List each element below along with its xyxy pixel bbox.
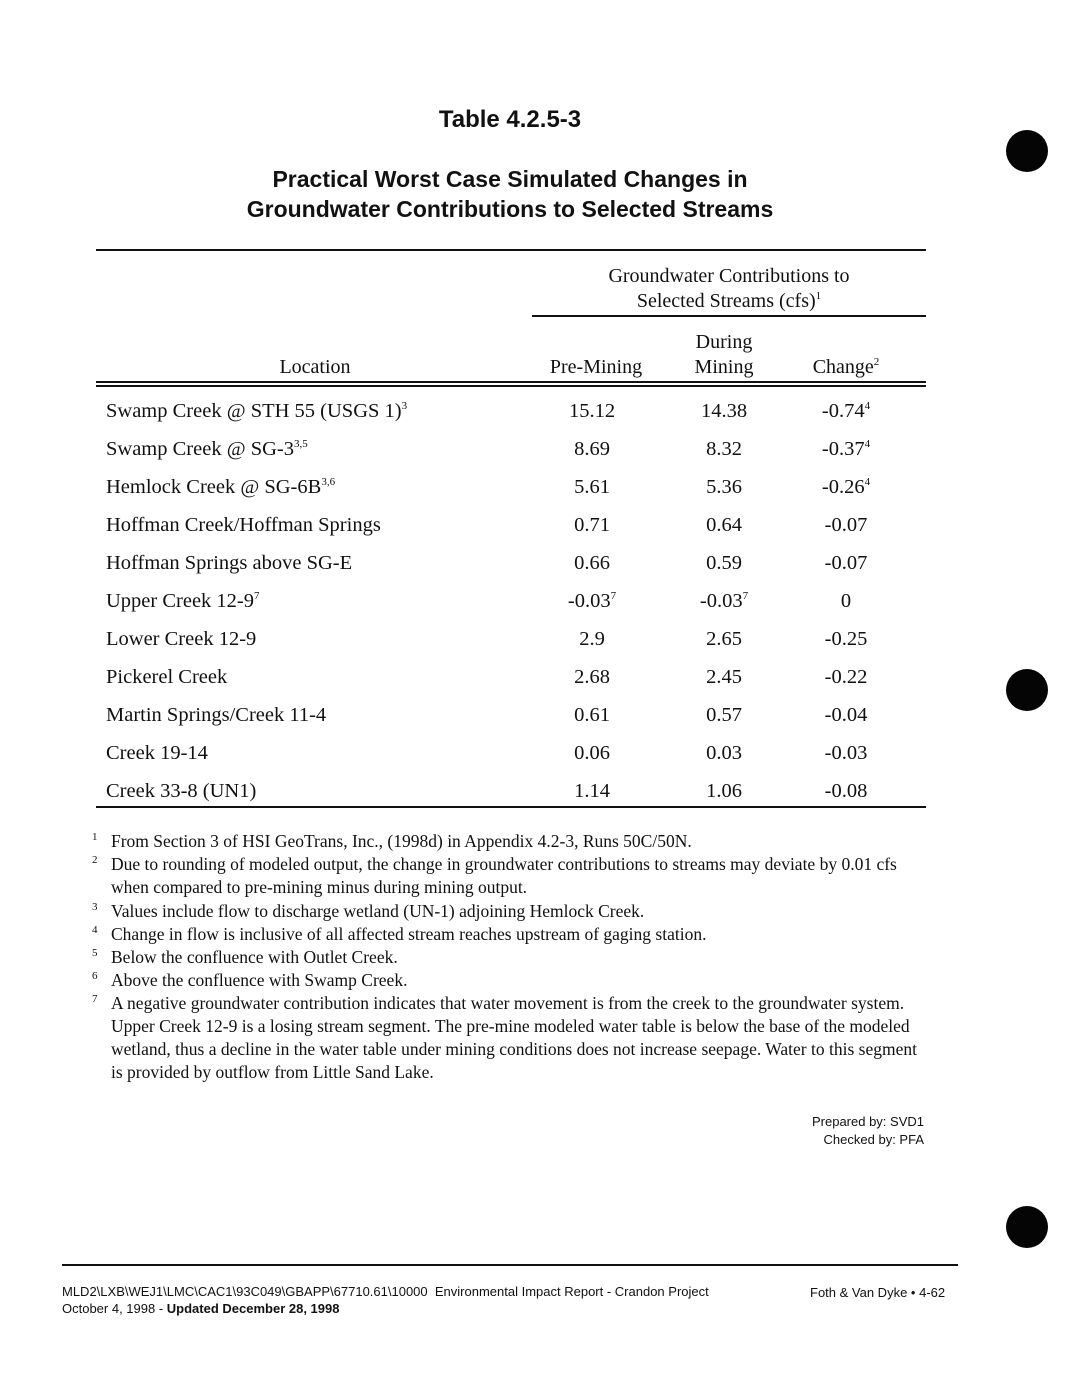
footer-right: Foth & Van Dyke • 4-62	[810, 1285, 946, 1300]
during-mining-cell	[668, 510, 780, 540]
footnote-number: 4	[92, 924, 98, 936]
during-mining-cell-value: 2.65	[706, 628, 742, 650]
table-row	[0, 662, 1068, 692]
col-header-change-text: Change	[812, 356, 874, 378]
pre-mining-cell-value: 0.71	[574, 514, 610, 536]
change-cell	[785, 738, 907, 768]
pre-mining-cell-value: 0.06	[574, 742, 610, 764]
location-cell	[106, 624, 256, 654]
pre-mining-cell-value: 2.9	[579, 628, 605, 650]
change-cell-value: -0.22	[824, 666, 868, 688]
footnote-ref: 3,6	[321, 476, 336, 488]
footnote	[92, 830, 932, 853]
group-header-footnote-ref: 1	[815, 290, 822, 302]
footer-rule	[62, 1264, 958, 1266]
footnote-ref: 3,5	[293, 438, 308, 450]
table-top-rule	[96, 249, 926, 251]
pre-mining-cell	[536, 624, 648, 654]
footnote-number: 7	[92, 993, 98, 1005]
pre-mining-cell-value: 8.69	[574, 438, 610, 460]
change-cell-value: -0.04	[824, 704, 868, 726]
location-cell	[106, 776, 256, 806]
footnote	[92, 923, 932, 946]
change-cell-value: -0.74	[821, 400, 865, 422]
change-cell	[785, 586, 907, 616]
binder-hole-bottom	[1006, 1206, 1048, 1248]
change-cell	[785, 776, 907, 806]
during-mining-cell-value: 14.38	[700, 400, 748, 422]
footnote-ref: 7	[254, 590, 260, 602]
pre-mining-cell-value: 0.61	[574, 704, 610, 726]
location-cell	[106, 434, 308, 464]
pre-mining-cell	[536, 738, 648, 768]
header-double-rule-2	[96, 385, 926, 387]
location-cell	[106, 586, 260, 616]
binder-hole-top	[1006, 130, 1048, 172]
location-cell-value: Hoffman Springs above SG-E	[106, 552, 353, 574]
table-title-line2: Groundwater Contributions to Selected Streams	[246, 196, 774, 222]
pre-mining-cell	[536, 548, 648, 578]
footnote	[92, 900, 932, 923]
footer-path: MLD2\LXB\WEJ1\LMC\CAC1\93C049\GBAPP\67710.61\10000	[62, 1284, 428, 1299]
location-cell	[106, 396, 407, 426]
table-row	[0, 586, 1068, 616]
during-mining-cell	[668, 548, 780, 578]
location-cell-value: Swamp Creek @ SG-3	[106, 438, 294, 460]
col-header-change	[790, 355, 902, 380]
checked-by: Checked by: PFA	[823, 1132, 924, 1147]
during-mining-cell	[668, 738, 780, 768]
during-mining-cell-value: 5.36	[706, 476, 742, 498]
col-header-during-mining	[668, 330, 780, 380]
location-cell	[106, 662, 227, 692]
during-mining-cell-value: 0.59	[706, 552, 742, 574]
pre-mining-cell-value: -0.03	[567, 590, 611, 612]
pre-mining-cell	[536, 662, 648, 692]
change-cell	[785, 700, 907, 730]
footnote-text: From Section 3 of HSI GeoTrans, Inc., (1998d) in Appendix 4.2-3, Runs 50C/50N.	[111, 831, 692, 851]
footnote-number: 3	[92, 901, 98, 913]
footnote-text: Due to rounding of modeled output, the change in groundwater contributions to streams may deviate by 0.01 cfs when compared to pre-mining minus during mining output.	[111, 854, 897, 897]
group-header-text: Selected Streams (cfs)	[636, 290, 816, 312]
change-cell	[785, 434, 907, 464]
change-cell-value: -0.07	[824, 552, 868, 574]
footnote-text: Below the confluence with Outlet Creek.	[111, 947, 398, 967]
footnote-text: Change in flow is inclusive of all affected stream reaches upstream of gaging station.	[111, 924, 707, 944]
pre-mining-cell	[536, 434, 648, 464]
during-mining-cell	[668, 396, 780, 426]
header-double-rule-1	[96, 381, 926, 383]
location-cell	[106, 700, 326, 730]
pre-mining-cell	[536, 700, 648, 730]
change-cell-value: -0.07	[824, 514, 868, 536]
location-cell-value: Hoffman Creek/Hoffman Springs	[106, 514, 381, 536]
footnote	[92, 992, 932, 1084]
footnote-ref: 4	[864, 476, 871, 488]
change-cell-value: -0.26	[821, 476, 865, 498]
group-header-line2	[532, 289, 926, 314]
footer-company: Foth & Van Dyke	[810, 1285, 908, 1300]
during-mining-cell-value: 2.45	[706, 666, 742, 688]
change-cell-value: -0.25	[824, 628, 868, 650]
footnote-text: Values include flow to discharge wetland (UN-1) adjoining Hemlock Creek.	[111, 901, 645, 921]
pre-mining-cell	[536, 510, 648, 540]
during-mining-cell	[668, 624, 780, 654]
group-header	[532, 264, 926, 314]
location-cell-value: Lower Creek 12-9	[106, 628, 257, 650]
table-row	[0, 510, 1068, 540]
change-cell	[785, 624, 907, 654]
table-row	[0, 548, 1068, 578]
prepared-by: Prepared by: SVD1	[811, 1114, 924, 1129]
footnote-ref: 3	[401, 400, 408, 412]
footnote-ref: 7	[610, 590, 617, 602]
footnote-number: 6	[92, 970, 98, 982]
location-cell	[106, 738, 208, 768]
change-cell	[785, 396, 907, 426]
table-row	[0, 624, 1068, 654]
group-header-rule	[532, 315, 926, 317]
footnote	[92, 853, 932, 899]
change-cell	[785, 548, 907, 578]
pre-mining-cell-value: 15.12	[568, 400, 616, 422]
during-mining-cell	[668, 700, 780, 730]
pre-mining-cell	[536, 396, 648, 426]
during-mining-cell-value: 0.03	[706, 742, 742, 764]
during-mining-cell-value: 8.32	[706, 438, 742, 460]
preparer-block	[812, 1113, 924, 1149]
during-mining-cell	[668, 434, 780, 464]
pre-mining-cell-value: 0.66	[574, 552, 610, 574]
during-mining-cell-value: 0.64	[706, 514, 742, 536]
pre-mining-cell	[536, 776, 648, 806]
table-row	[0, 434, 1068, 464]
pre-mining-cell-value: 2.68	[574, 666, 610, 688]
location-cell-value: Swamp Creek @ STH 55 (USGS 1)	[106, 400, 402, 422]
table-bottom-rule	[96, 806, 926, 808]
change-cell	[785, 510, 907, 540]
during-mining-cell	[668, 776, 780, 806]
location-cell-value: Pickerel Creek	[106, 666, 228, 688]
table-title-line1: Practical Worst Case Simulated Changes in	[272, 166, 748, 192]
change-cell-value: 0	[840, 590, 852, 612]
footnote-ref: 4	[864, 438, 871, 450]
during-mining-cell	[668, 472, 780, 502]
pre-mining-cell	[536, 472, 648, 502]
during-mining-cell-value: 0.57	[706, 704, 742, 726]
location-cell-value: Creek 19-14	[106, 742, 208, 764]
footer-updated: Updated December 28, 1998	[166, 1301, 340, 1316]
col-header-pre-mining: Pre-Mining	[549, 356, 643, 378]
pre-mining-cell	[536, 586, 648, 616]
during-mining-cell	[668, 586, 780, 616]
location-cell	[106, 548, 352, 578]
footnote	[92, 969, 932, 992]
location-cell-value: Martin Springs/Creek 11-4	[106, 704, 327, 726]
col-header-change-footnote-ref: 2	[873, 356, 880, 368]
footnote-number: 5	[92, 947, 98, 959]
location-cell-value: Upper Creek 12-9	[106, 590, 255, 612]
pre-mining-cell-value: 1.14	[574, 780, 610, 802]
col-header-location: Location	[279, 356, 351, 378]
footer-line1	[62, 1283, 709, 1300]
table-row	[0, 776, 1068, 806]
footnote-ref: 7	[742, 590, 749, 602]
table-row	[0, 396, 1068, 426]
change-cell	[785, 472, 907, 502]
pre-mining-cell-value: 5.61	[574, 476, 610, 498]
change-cell-value: -0.08	[824, 780, 868, 802]
during-mining-cell-value: -0.03	[699, 590, 743, 612]
change-cell-value: -0.37	[821, 438, 865, 460]
table-row	[0, 472, 1068, 502]
footnote-ref: 4	[864, 400, 871, 412]
table-row	[0, 738, 1068, 768]
table-row	[0, 700, 1068, 730]
footer-page: 4-62	[919, 1285, 946, 1300]
footer-line2	[62, 1300, 709, 1317]
change-cell	[785, 662, 907, 692]
footnote-number: 2	[92, 854, 98, 866]
footer-left	[62, 1283, 709, 1317]
table-number: Table 4.2.5-3	[438, 106, 582, 133]
location-cell	[106, 472, 335, 502]
footnote-number: 1	[92, 831, 98, 843]
location-cell-value: Creek 33-8 (UN1)	[106, 780, 257, 802]
footnote-text: A negative groundwater contribution indicates that water movement is from the creek to the groundwater system. Upper Creek 12-9 is a losing stream segment. The pre-mine modeled water table is below the base of the modeled wetland, thus a decline in the water table under mining conditions does not increase seepage. Water to this segment is provided by outflow from Little Sand Lake.	[111, 993, 917, 1082]
footnote-text: Above the confluence with Swamp Creek.	[111, 970, 408, 990]
location-cell-value: Hemlock Creek @ SG-6B	[106, 476, 322, 498]
group-header-line1: Groundwater Contributions to	[608, 265, 850, 287]
footer-report: Environmental Impact Report - Crandon Project	[434, 1284, 709, 1299]
location-cell	[106, 510, 381, 540]
during-mining-cell-value: 1.06	[706, 780, 742, 802]
change-cell-value: -0.03	[824, 742, 868, 764]
footnote	[92, 946, 932, 969]
col-header-during-line2: Mining	[694, 356, 754, 378]
during-mining-cell	[668, 662, 780, 692]
footer-date: October 4, 1998 -	[62, 1301, 167, 1316]
col-header-during-line1: During	[695, 331, 753, 353]
